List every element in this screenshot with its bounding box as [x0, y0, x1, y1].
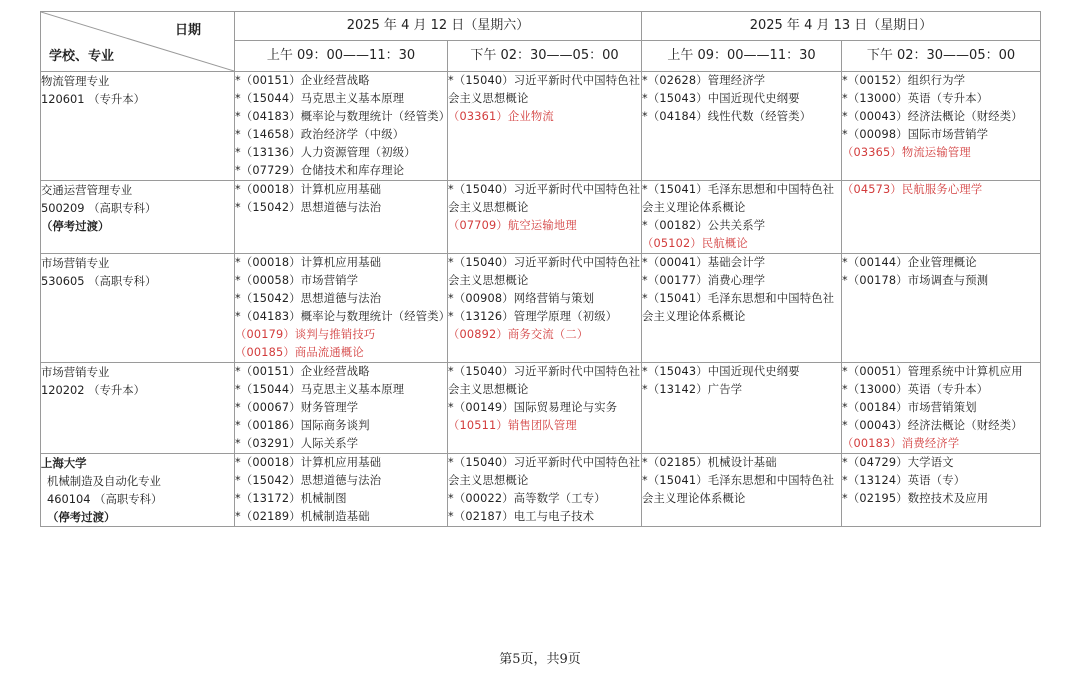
course-cell — [642, 72, 842, 181]
course-cell — [642, 254, 842, 363]
school-axis-label: 学校、专业 — [49, 49, 115, 64]
school-name: 上海大学 — [41, 456, 87, 470]
course-cell — [642, 363, 842, 454]
major-cell — [41, 454, 235, 527]
course-item: *（15040）习近平新时代中国特色社会主义思想概论 — [448, 456, 641, 487]
course-cell — [448, 363, 642, 454]
course-item: *（03291）人际关系学 — [235, 437, 359, 450]
course-item: *（04183）概率论与数理统计（经管类） — [235, 110, 451, 123]
course-item: *（00043）经济法概论（财经类） — [842, 419, 1023, 432]
major-line: 530605 （高职专科） — [41, 274, 157, 288]
course-cell — [642, 181, 842, 254]
course-item: *（02187）电工与电子技术 — [448, 510, 595, 523]
course-cell — [842, 454, 1041, 527]
course-cell — [235, 454, 448, 527]
course-item: *（04183）概率论与数理统计（经管类） — [235, 310, 451, 323]
course-item: *（13000）英语（专升本） — [842, 92, 989, 105]
course-item: *（00018）计算机应用基础 — [235, 256, 382, 269]
course-item-highlighted: （00179）谈判与推销技巧 — [235, 328, 376, 341]
course-item: *（15044）马克思主义基本原理 — [235, 383, 405, 396]
course-item: *（00178）市场调查与预测 — [842, 274, 989, 287]
table-row — [41, 254, 1041, 363]
major-line: 交通运营管理专业 — [41, 183, 133, 197]
course-item-highlighted: （03365）物流运输管理 — [842, 146, 971, 159]
course-cell — [448, 72, 642, 181]
course-cell — [235, 181, 448, 254]
course-item: *（13126）管理学原理（初级） — [448, 310, 618, 323]
course-cell — [448, 454, 642, 527]
course-cell — [235, 72, 451, 181]
corner-header-cell — [41, 12, 235, 72]
course-item: *（00144）企业管理概论 — [842, 256, 977, 269]
course-item-highlighted: （00185）商品流通概论 — [235, 346, 364, 359]
table-row — [41, 181, 1041, 254]
course-item: *（15041）毛泽东思想和中国特色社会主义理论体系概论 — [642, 474, 835, 505]
transition-note: （停考过渡） — [47, 510, 116, 524]
course-item-highlighted: （00892）商务交流（二） — [448, 328, 589, 341]
page-footer: 第5页，共9页 — [499, 652, 581, 667]
course-item: *（00067）财务管理学 — [235, 401, 359, 414]
course-item: *（04184）线性代数（经管类） — [642, 110, 812, 123]
course-item: *（13136）人力资源管理（初级） — [235, 146, 416, 159]
major-line: 市场营销专业 — [41, 256, 110, 270]
table-row — [41, 454, 1041, 527]
course-item: *（00041）基础会计学 — [642, 256, 766, 269]
course-item: *（13000）英语（专升本） — [842, 383, 989, 396]
course-item: *（02195）数控技术及应用 — [842, 492, 989, 505]
course-item: *（13142）广告学 — [642, 383, 743, 396]
course-item: *（00022）高等数学（工专） — [448, 492, 606, 505]
major-cell — [41, 181, 235, 254]
major-cell — [41, 72, 235, 181]
course-item: *（15041）毛泽东思想和中国特色社会主义理论体系概论 — [642, 292, 835, 323]
course-cell — [842, 254, 1041, 363]
course-cell — [842, 181, 1041, 254]
course-item: *（15041）毛泽东思想和中国特色社会主义理论体系概论 — [642, 183, 835, 214]
slot-header-2: 上午 09：00——11：30 — [642, 40, 842, 71]
slot-header-0: 上午 09：00——11：30 — [235, 40, 448, 71]
course-item: *（15043）中国近现代史纲要 — [642, 92, 800, 105]
course-item-highlighted: （10511）销售团队管理 — [448, 419, 577, 432]
table-row — [41, 363, 1041, 454]
course-item: *（15042）思想道德与法治 — [235, 474, 382, 487]
course-item: *（07729）仓储技术和库存理论 — [235, 164, 405, 177]
header-date-row — [41, 12, 1041, 41]
course-item: *（02189）机械制造基础 — [235, 510, 370, 523]
course-item-highlighted: （03361）企业物流 — [448, 110, 554, 123]
course-item: *（15042）思想道德与法治 — [235, 292, 382, 305]
course-cell — [842, 363, 1041, 454]
course-item-highlighted: （05102）民航概论 — [642, 237, 748, 250]
transition-note: （停考过渡） — [41, 219, 110, 233]
course-item: *（00098）国际市场营销学 — [842, 128, 989, 141]
exam-schedule-table — [40, 11, 1041, 527]
table-row — [41, 72, 1041, 181]
course-item-highlighted: （00183）消费经济学 — [842, 437, 960, 450]
course-item: *（15044）马克思主义基本原理 — [235, 92, 405, 105]
course-item: *（00051）管理系统中计算机应用 — [842, 365, 1023, 378]
major-cell — [41, 254, 235, 363]
major-line: 机械制造及自动化专业 — [47, 474, 161, 488]
course-item: *（02185）机械设计基础 — [642, 456, 777, 469]
major-line: 市场营销专业 — [41, 365, 110, 379]
course-item: *（15040）习近平新时代中国特色社会主义思想概论 — [448, 256, 641, 287]
course-item: *（15042）思想道德与法治 — [235, 201, 382, 214]
course-item: *（15043）中国近现代史纲要 — [642, 365, 800, 378]
major-line: 460104 （高职专科） — [47, 492, 163, 506]
course-item: *（15040）习近平新时代中国特色社会主义思想概论 — [448, 183, 641, 214]
slot-header-3: 下午 02：30——05：00 — [842, 40, 1041, 71]
course-item: *（00149）国际贸易理论与实务 — [448, 401, 618, 414]
course-cell — [642, 454, 842, 527]
course-item: *（13124）英语（专） — [842, 474, 966, 487]
course-item: *（00151）企业经营战略 — [235, 365, 370, 378]
schedule-body — [41, 72, 1041, 527]
course-item: *（00182）公共关系学 — [642, 219, 766, 232]
course-item: *（00058）市场营销学 — [235, 274, 359, 287]
course-item: *（00152）组织行为学 — [842, 74, 966, 87]
course-item: *（15040）习近平新时代中国特色社会主义思想概论 — [448, 365, 641, 396]
course-item: *（14658）政治经济学（中级） — [235, 128, 405, 141]
course-item: *（00177）消费心理学 — [642, 274, 766, 287]
major-line: 500209 （高职专科） — [41, 201, 157, 215]
course-cell — [448, 254, 642, 363]
course-item: *（04729）大学语文 — [842, 456, 954, 469]
course-cell — [235, 254, 451, 363]
course-item: *（00186）国际商务谈判 — [235, 419, 370, 432]
course-item: *（00018）计算机应用基础 — [235, 456, 382, 469]
course-cell — [235, 363, 448, 454]
major-line: 120601 （专升本） — [41, 92, 146, 106]
course-item: *（15040）习近平新时代中国特色社会主义思想概论 — [448, 74, 641, 105]
course-item: *（00908）网络营销与策划 — [448, 292, 595, 305]
major-line: 120202 （专升本） — [41, 383, 146, 397]
course-cell — [448, 181, 642, 254]
slot-header-1: 下午 02：30——05：00 — [448, 40, 642, 71]
course-item-highlighted: （07709）航空运输地理 — [448, 219, 577, 232]
course-item: *（02628）管理经济学 — [642, 74, 766, 87]
course-item: *（13172）机械制图 — [235, 492, 347, 505]
date-header-0: 2025 年 4 月 12 日（星期六） — [235, 12, 642, 41]
date-header-1: 2025 年 4 月 13 日（星期日） — [642, 12, 1041, 41]
date-axis-label: 日期 — [174, 23, 201, 38]
course-cell — [842, 72, 1041, 181]
course-item-highlighted: （04573）民航服务心理学 — [842, 183, 983, 196]
major-line: 物流管理专业 — [41, 74, 110, 88]
course-item: *（00184）市场营销策划 — [842, 401, 977, 414]
major-cell — [41, 363, 235, 454]
course-item: *（00151）企业经营战略 — [235, 74, 370, 87]
course-item: *（00043）经济法概论（财经类） — [842, 110, 1023, 123]
course-item: *（00018）计算机应用基础 — [235, 183, 382, 196]
